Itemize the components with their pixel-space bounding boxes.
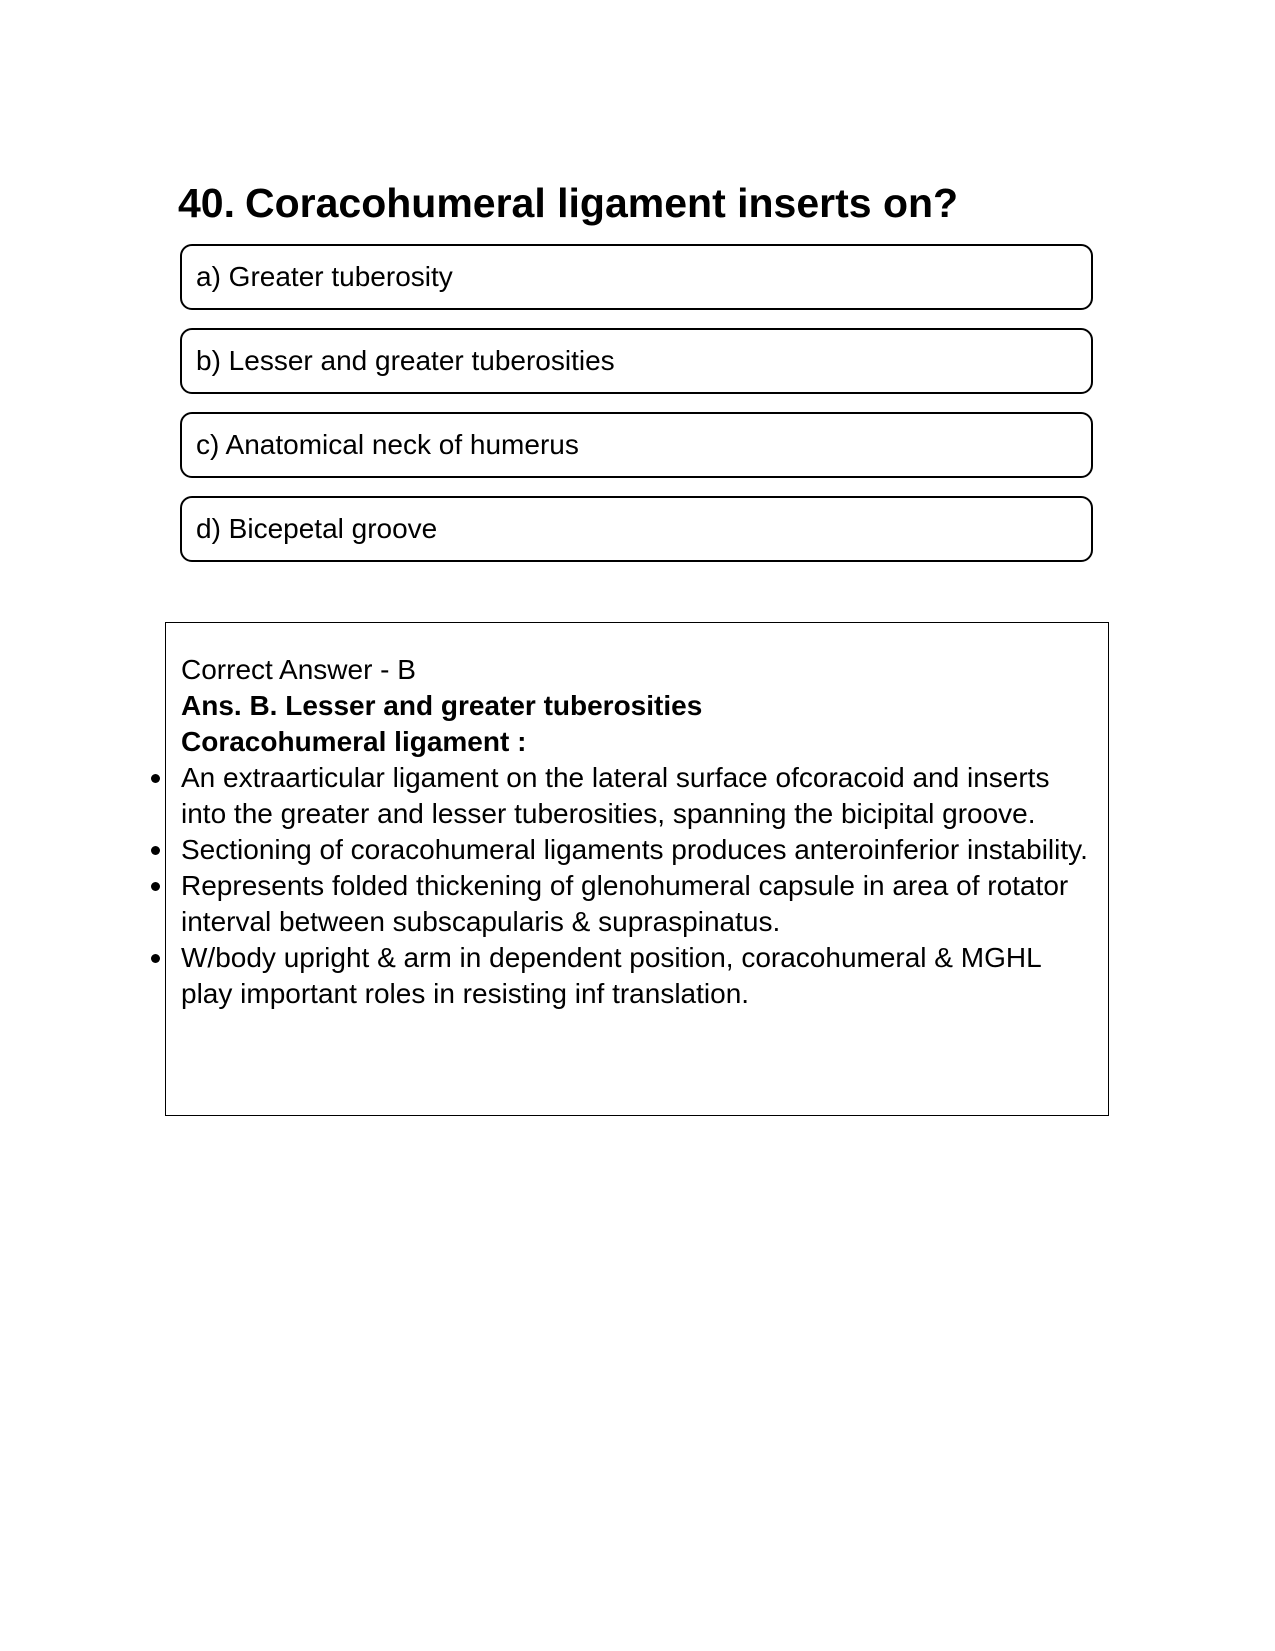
correct-answer-line: Correct Answer - B [181, 654, 416, 685]
explanation-point [181, 832, 1096, 868]
explanation-point [181, 868, 1096, 940]
option-a[interactable]: a) Greater tuberosity [180, 244, 1093, 310]
option-c[interactable]: c) Anatomical neck of humerus [180, 412, 1093, 478]
explanation-point [181, 940, 1096, 1012]
explanation-point [181, 760, 1096, 832]
question-text: Coracohumeral ligament inserts on? [245, 180, 959, 226]
explanation-heading: Coracohumeral ligament : [181, 726, 527, 757]
option-b[interactable]: b) Lesser and greater tuberosities [180, 328, 1093, 394]
question-title [178, 178, 958, 228]
answer-summary: Ans. B. Lesser and greater tuberosities [181, 690, 703, 721]
bullet-dot-icon [151, 774, 160, 783]
explanation-point-text: W/body upright & arm in dependent position, coracohumeral & MGHL play important roles in resisting inf translation. [181, 942, 1041, 1009]
bullet-dot-icon [151, 882, 160, 891]
question-number: 40. [178, 180, 235, 226]
bullet-dot-icon [151, 954, 160, 963]
explanation-point-text: Sectioning of coracohumeral ligaments produces anteroinferior instability. [181, 834, 1088, 865]
option-d[interactable]: d) Bicepetal groove [180, 496, 1093, 562]
explanation-point-text: Represents folded thickening of glenohumeral capsule in area of rotator interval between subscapularis & supraspinatus. [181, 870, 1069, 937]
explanation-point-text: An extraarticular ligament on the lateral surface ofcoracoid and inserts into the greater and lesser tuberosities, spanning the bicipital groove. [181, 762, 1050, 829]
answer-explanation [181, 652, 1096, 1012]
bullet-dot-icon [151, 846, 160, 855]
explanation-points [181, 760, 1096, 1012]
